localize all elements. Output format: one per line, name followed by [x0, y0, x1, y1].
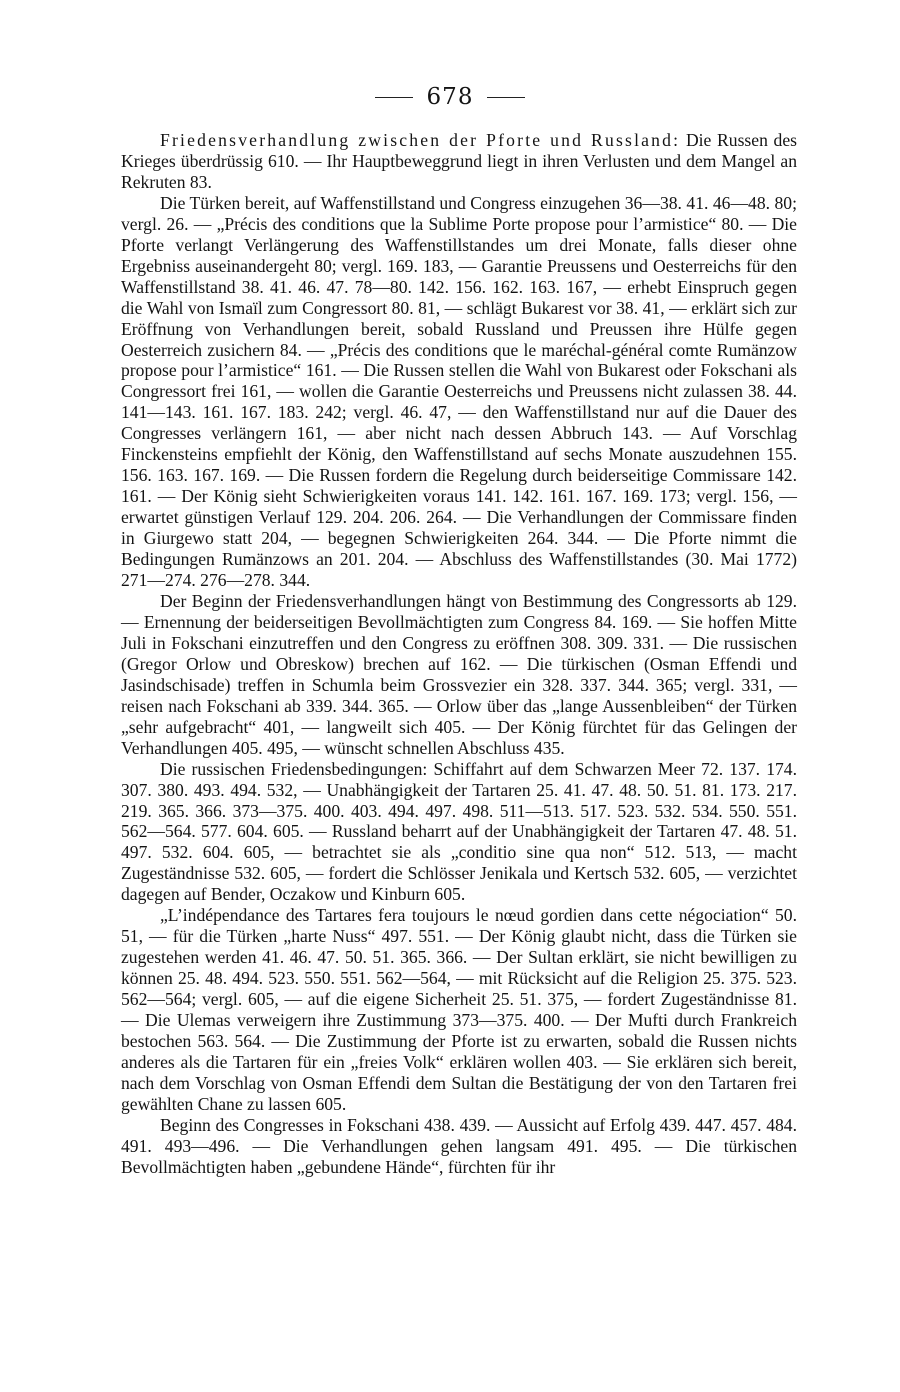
header-rule-left	[375, 97, 413, 98]
index-text-block	[121, 130, 797, 1178]
header-rule-right	[487, 97, 525, 98]
page-header	[0, 82, 900, 112]
paragraph-text: Die Türken bereit, auf Waffenstillstand und Congress einzugehen 36—38. 41. 46—48. 80; vergl. 26. — „Précis des conditions que la Sublime Porte propose pour l’armistice“ 80. — Die Pforte verlangt Verlängerung des Waffenstillstandes um drei Monate, falls dieser ohne Ergebniss auseinandergeht 80; vergl. 169. 183, — Garantie Preussens und Oesterreichs für den Waffenstillstand 38. 41. 46. 47. 78—80. 142. 156. 162. 163. 167, — erhebt Einspruch gegen die Wahl von Ismaïl zum Congressort 80. 81, — schlägt Bukarest vor 38. 41, — erklärt sich zur Eröffnung von Verhandlungen bereit, sobald Russland und Preussen ihre Hülfe gegen Oesterreich zusichern 84. — „Précis des conditions que le maréchal-général comte Rumänzow propose pour l’armistice“ 161. — Die Russen stellen die Wahl von Bukarest oder Fokschani als Congressort frei 161, — wollen die Garantie Oesterreichs und Preussens nicht zulassen 38. 44. 141—143. 161. 167. 183. 242; vergl. 46. 47, — den Waffenstillstand nur auf die Dauer des Congresses verlängern 161, — aber nicht nach dessen Abbruch 143. — Auf Vorschlag Finckensteins empfiehlt der König, den Waffenstillstand auf sechs Monate auszudehnen 155. 156. 163. 167. 169. — Die Russen fordern die Regelung durch beiderseitige Commissare 142. 161. — Der König sieht Schwierigkeiten voraus 141. 142. 161. 167. 169. 173; vergl. 156, — erwartet günstigen Verlauf 129. 204. 206. 264. — Die Verhandlungen der Commissare finden in Giurgewo statt 204, — begegnen Schwierigkeiten 264. 344. — Die Pforte nimmt die Bedingungen Rumänzows an 201. 204. — Abschluss des Waffenstillstandes (30. Mai 1772) 271—274. 276—278. 344.	[121, 192, 797, 591]
paragraph-5	[121, 905, 797, 1115]
paragraph-4	[121, 759, 797, 906]
page-number: 678	[426, 84, 474, 110]
paragraph-text: Der Beginn der Friedensverhandlungen hängt von Bestimmung des Congressorts ab 129. — Ernennung der beiderseitigen Bevollmächtigten zum Congress 84. 169. — Sie hoffen Mitte Juli in Fokschani einzutreffen und den Congress zu eröffnen 308. 309. 331. — Die russischen (Gregor Orlow und Obreskow) brechen auf 162. — Die türkischen (Osman Effendi und Jasindschisade) treffen in Schumla beim Grossvezier ein 328. 337. 344. 365; vergl. 331, — reisen nach Fokschani ab 339. 344. 365. — Orlow über das „lange Aussenbleiben“ der Türken „sehr aufgebracht“ 401, — langweilt sich 405. — Der König fürchtet für das Gelingen der Verhandlungen 405. 495, — wünscht schnellen Abschluss 435.	[121, 590, 797, 758]
paragraph-text: Beginn des Congresses in Fokschani 438. 439. — Aussicht auf Erfolg 439. 447. 457. 484. 491. 493—496. — Die Verhandlungen gehen langsam 491. 495. — Die türkischen Bevollmächtigten haben „gebundene Hände“, fürchten für ihr	[121, 1114, 797, 1177]
entry-heading: Friedensverhandlung zwischen der Pforte und Russland:	[160, 130, 681, 150]
paragraph-1	[121, 130, 797, 193]
paragraph-2	[121, 193, 797, 591]
paragraph-text: Die russischen Friedensbedingungen: Schiffahrt auf dem Schwarzen Meer 72. 137. 174. 307. 380. 493. 494. 532, — Unabhängigkeit der Tartaren 25. 41. 47. 48. 50. 51. 81. 173. 217. 219. 365. 366. 373—375. 400. 403. 494. 497. 498. 511—513. 517. 523. 532. 534. 550. 551. 562—564. 577. 604. 605. — Russland beharrt auf der Unabhängigkeit der Tartaren 47. 48. 51. 497. 532. 604. 605, — betrachtet sie als „conditio sine qua non“ 512. 513, — macht Zugeständnisse 532. 605, — fordert die Schlösser Jenikala und Kertsch 532. 605, — verzichtet dagegen auf Bender, Oczakow und Kinburn 605.	[121, 758, 797, 905]
paragraph-6	[121, 1115, 797, 1178]
paragraph-3	[121, 591, 797, 759]
paragraph-text: „L’indépendance des Tartares fera toujours le nœud gordien dans cette négociation“ 50. 51, — für die Türken „harte Nuss“ 497. 551. — Der König glaubt nicht, dass die Türken sie zugestehen werden 41. 46. 47. 50. 51. 365. 366. — Der Sultan erklärt, sie nicht bewilligen zu können 25. 48. 494. 523. 550. 551. 562—564, — mit Rücksicht auf die Religion 25. 375. 523. 562—564; vergl. 605, — auf die eigene Sicherheit 25. 51. 375, — fordert Zugeständnisse 81. — Die Ulemas verweigern ihre Zustimmung 373—375. 400. — Der Mufti durch Frankreich bestochen 563. 564. — Die Zustimmung der Pforte ist zu erwarten, sobald die Russen nichts anderes als die Tartaren für ein „freies Volk“ erklären wollen 403. — Sie erklären sich bereit, nach dem Vorschlag von Osman Effendi dem Sultan die Bestätigung der von den Tartaren frei gewählten Chane zu lassen 605.	[121, 905, 797, 1114]
paragraph-text: Die Russen des Krieges überdrüssig 610. — Ihr Hauptbeweggrund liegt in ihren Verlusten und dem Mangel an Rekruten 83.	[121, 130, 797, 192]
